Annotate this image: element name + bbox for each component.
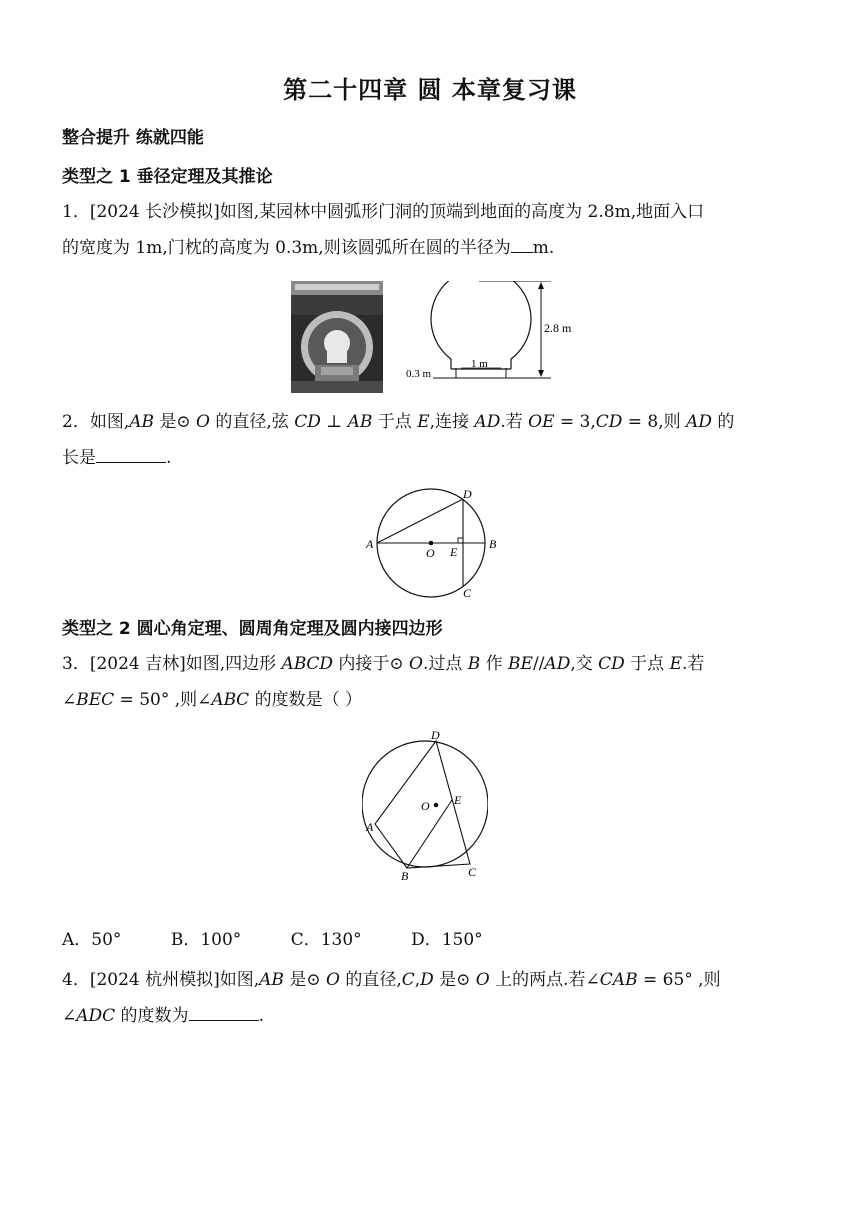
point-label-o: O xyxy=(421,799,430,813)
answer-blank xyxy=(96,442,166,463)
answer-blank xyxy=(511,232,533,253)
question-1-line1: 1．[2024 长沙模拟]如图,某园林中圆弧形门洞的顶端到地面的高度为 2.8m,地面入口 xyxy=(62,202,705,222)
circle-diagram-q2 xyxy=(362,484,504,602)
question-2 xyxy=(62,404,802,476)
point-label-c: C xyxy=(468,865,477,879)
width-label: 1 m xyxy=(471,358,488,370)
point-label-e: E xyxy=(450,545,458,559)
question-2-line2: 长是 . xyxy=(62,440,802,476)
answer-blank xyxy=(189,1000,259,1021)
type1-heading: 类型之 1 垂径定理及其推论 xyxy=(62,167,273,187)
choice-b[interactable]: B．100° xyxy=(170,930,242,950)
choice-d[interactable]: D．150° xyxy=(411,930,483,950)
point-label-a: A xyxy=(366,820,374,834)
type2-heading: 类型之 2 圆心角定理、圆周角定理及圆内接四边形 xyxy=(62,619,443,639)
point-label-d: D xyxy=(463,487,472,501)
question-1-line2: 的宽度为 1m,门枕的高度为 0.3m,则该圆弧所在圆的半径为 m. xyxy=(62,230,802,266)
question-4 xyxy=(62,962,802,1034)
question-3 xyxy=(62,646,802,718)
point-label-b: B xyxy=(489,537,497,551)
point-label-a: A xyxy=(366,537,374,551)
answer-choices xyxy=(62,925,527,950)
threshold-label: 0.3 m xyxy=(406,368,432,380)
point-label-o: O xyxy=(426,546,435,560)
height-label: 2.8 m xyxy=(544,321,572,335)
question-4-line2: ∠𝐴𝐷𝐶 的度数为 . xyxy=(62,998,802,1034)
point-label-c: C xyxy=(463,586,472,600)
gate-diagram xyxy=(403,281,588,386)
point-label-d: D xyxy=(431,728,440,742)
section-heading: 整合提升 练就四能 xyxy=(62,128,204,148)
question-4-line1: 4．[2024 杭州模拟]如图,𝐴𝐵 是⊙ 𝑂 的直径,𝐶,𝐷 是⊙ 𝑂 上的两点.若∠𝐶𝐴𝐵 = 65° ,则 xyxy=(62,970,721,990)
choice-c[interactable]: C．130° xyxy=(290,930,362,950)
page-title: 第二十四章 圆 本章复习课 xyxy=(283,76,577,104)
point-label-b: B xyxy=(401,869,409,883)
circle-diagram-q3 xyxy=(362,727,488,883)
question-3-line1: 3．[2024 吉林]如图,四边形 𝐴𝐵𝐶𝐷 内接于⊙ 𝑂.过点 𝐵 作 𝐵𝐸//𝐴𝐷,交 𝐶𝐷 于点 𝐸.若 xyxy=(62,654,705,674)
question-3-line2: ∠𝐵𝐸𝐶 = 50° ,则∠𝐴𝐵𝐶 的度数是（ ） xyxy=(62,690,362,710)
question-2-line1: 2．如图,𝐴𝐵 是⊙ 𝑂 的直径,弦 𝐶𝐷 ⊥ 𝐴𝐵 于点 𝐸,连接 𝐴𝐷.若 𝑂𝐸 = 3,𝐶𝐷 = 8,则 𝐴𝐷 的 xyxy=(62,412,735,432)
point-label-e: E xyxy=(454,793,462,807)
choice-a[interactable]: A．50° xyxy=(62,930,122,950)
gate-photo xyxy=(291,281,383,393)
question-1 xyxy=(62,194,802,266)
